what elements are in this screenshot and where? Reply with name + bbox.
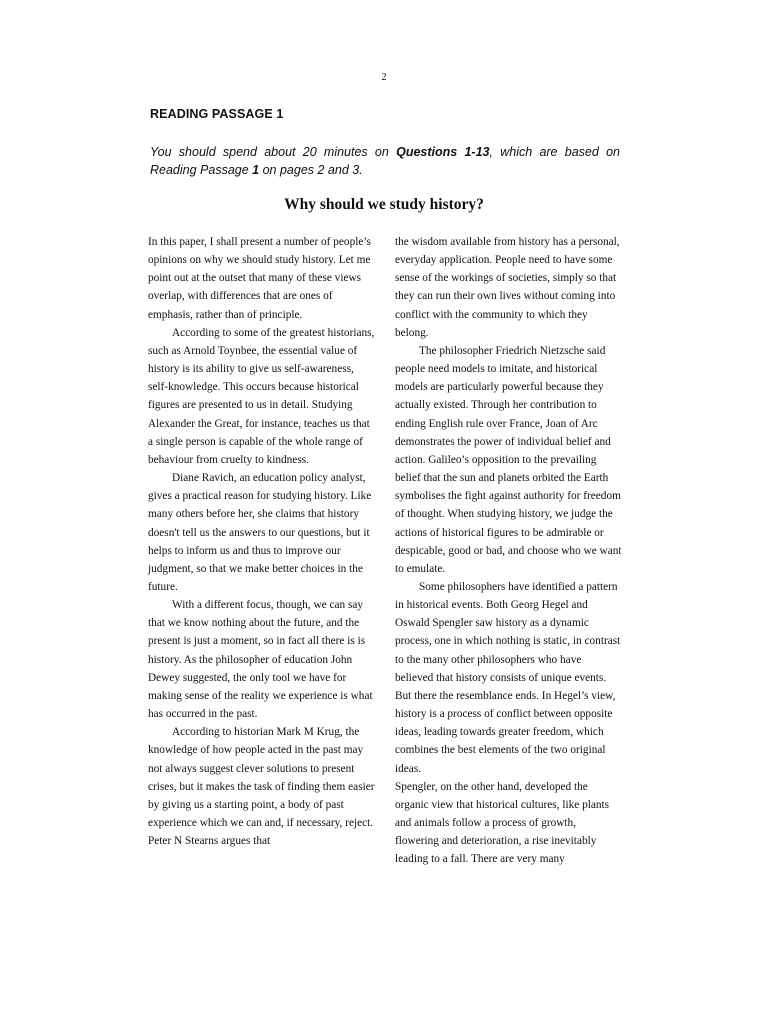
paragraph: According to some of the greatest historians, such as Arnold Toynbee, the essential value of history is its ability to give us self-awareness, self-knowledge. This occurs because historical figures are presented to us in detail. Studying Alexander the Great, for instance, teaches us that a single person is capable of the whole range of behaviour from cruelty to kindness. — [148, 326, 375, 466]
article-title: Why should we study history? — [284, 196, 484, 213]
page-number: 2 — [381, 72, 387, 83]
instructions-passage-number: 1 — [252, 163, 260, 177]
paragraph: With a different focus, though, we can say that we know nothing about the future, and the present is just a moment, so in fact all there is is history. As the philosopher of education John Dewey suggested, the only tool we have for making sense of the reality we experience is what has occurred in the past. — [148, 599, 373, 721]
instructions-questions: Questions 1-13 — [396, 145, 490, 159]
paragraph: According to historian Mark M Krug, the knowledge of how people acted in the past may not always suggest clever solutions to present crises, but it makes the task of finding them easier by giving us a starting point, a body of past experience which we can and, if necessary, reject. Peter N Stearns argues that — [148, 726, 375, 848]
passage-heading: READING PASSAGE 1 — [150, 107, 284, 121]
left-column — [148, 233, 375, 850]
paragraph: the wisdom available from history has a personal, everyday application. People need to have some sense of the workings of societies, simply so that they can run their own lives without coming into conflict with the community to which they belong. — [395, 236, 620, 339]
instructions-text: You should spend about 20 minutes on — [150, 145, 397, 159]
instructions-text: , which are based on Reading Passage — [150, 145, 620, 177]
instructions-text: on pages 2 and 3. — [259, 163, 363, 177]
paragraph: In this paper, I shall present a number of people’s opinions on why we should study history. Let me point out at the outset that many of these views overlap, with differences that are ones of emphasis, rather than of principle. — [148, 236, 371, 321]
paragraph: Some philosophers have identified a pattern in historical events. Both Georg Hegel and Oswald Spengler saw history as a dynamic process, one in which nothing is static, in contrast to the many other philosophers who have believed that history consists of unique events. But there the resemblance ends. In Hegel’s view, history is a process of conflict between opposite ideas, leading towards greater freedom, which combines the best elements of the two original ideas. — [395, 580, 621, 775]
paragraph: The philosopher Friedrich Nietzsche said people need models to imitate, and historical models are particularly powerful because they actually existed. Through her contribution to ending English rule over France, Joan of Arc demonstrates the power of individual belief and action. Galileo’s opposition to the prevailing belief that the sun and planets orbited the Earth symbolises the fight against authority for freedom of thought. When studying history, we judge the actions of historical figures to be admirable or despicable, good or bad, and choose who we want to emulate. — [395, 344, 622, 575]
paragraph: Spengler, on the other hand, developed the organic view that historical cultures, like plants and animals follow a process of growth, flowering and deterioration, a rise inevitably leading to a fall. There are very many — [395, 780, 610, 866]
paragraph: Diane Ravich, an education policy analyst, gives a practical reason for studying history. Like many others before her, she claims that history doesn't tell us the answers to our questions, but it helps to inform us and thus to improve our judgment, so that we make better choices in the future. — [148, 472, 372, 593]
right-column — [395, 233, 622, 868]
instructions — [150, 143, 620, 179]
